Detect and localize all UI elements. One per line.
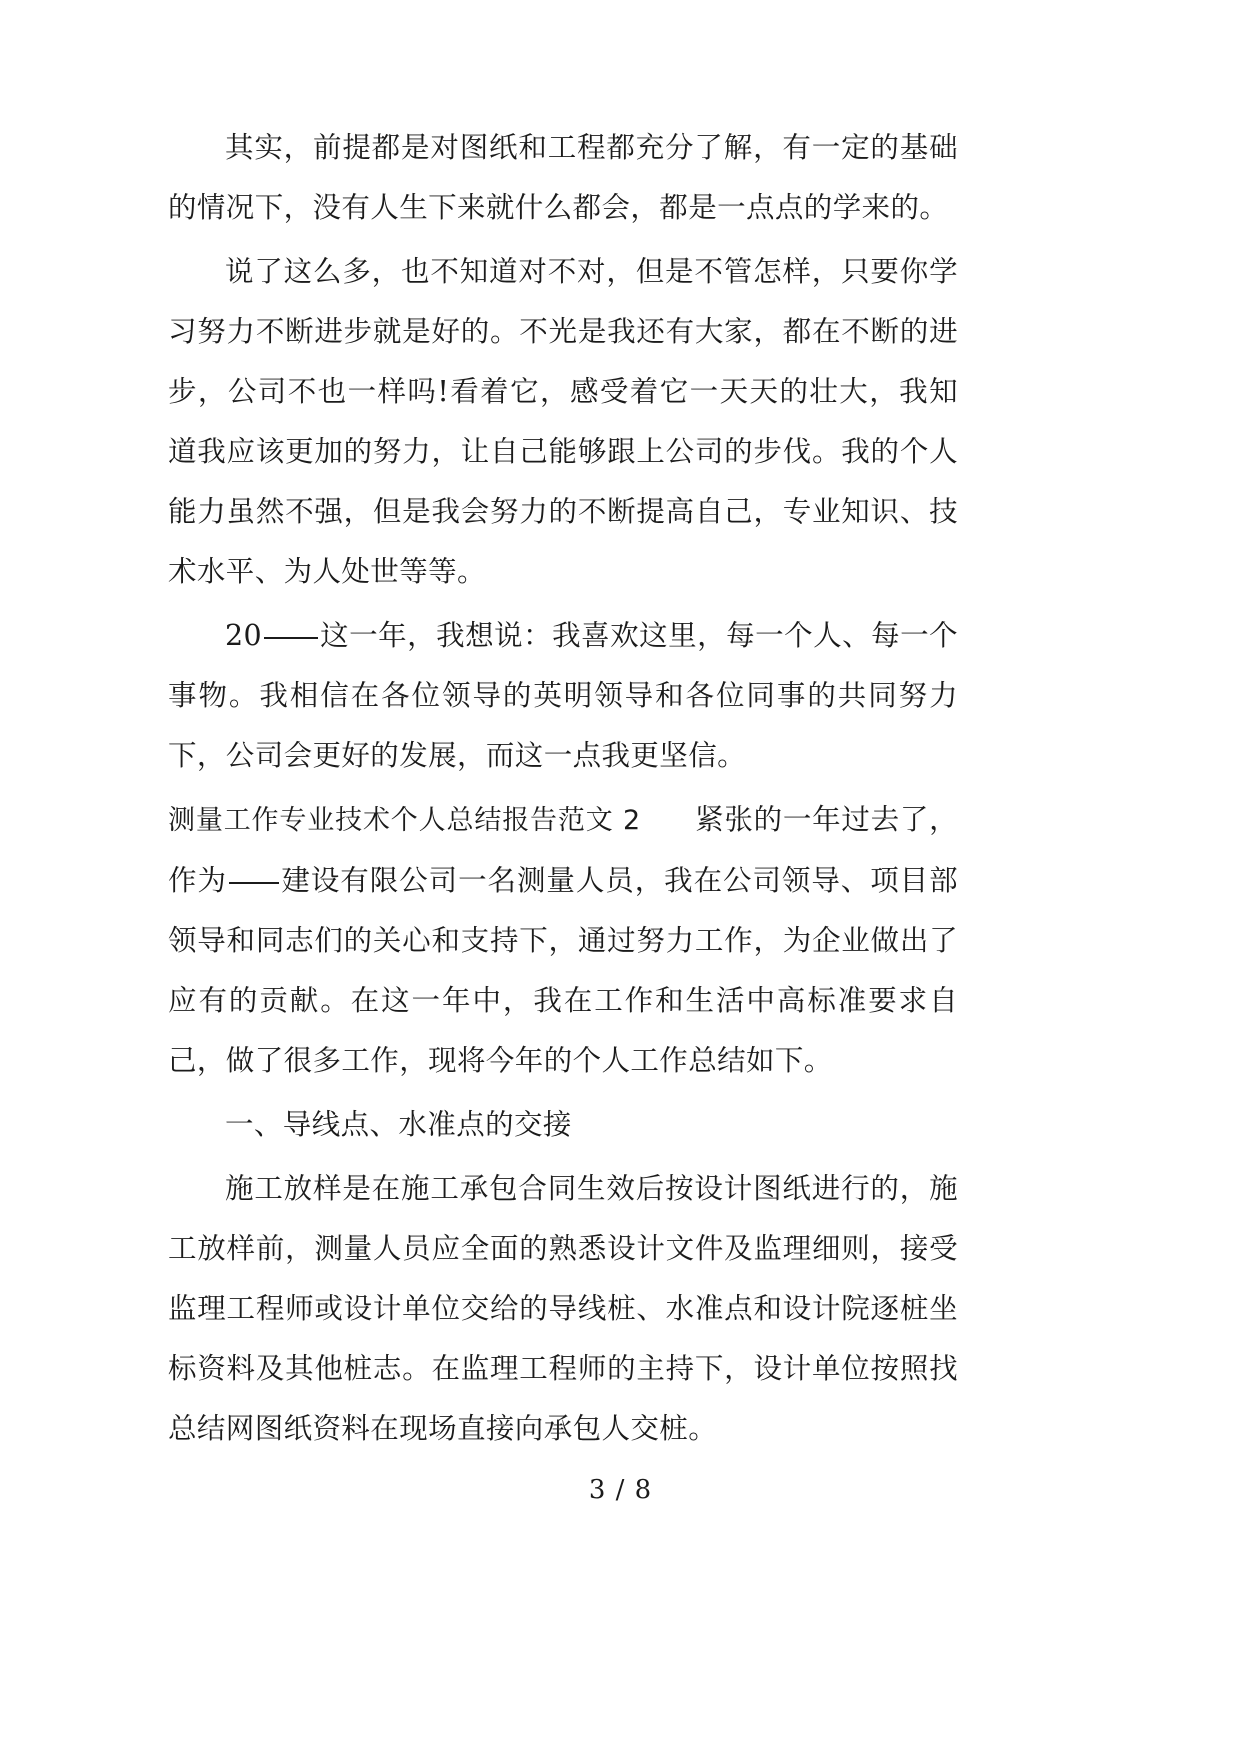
page-number: 3 / 8	[588, 1475, 653, 1505]
paragraph-text: 这一年，我想说：我喜欢这里，每一个人、每一个事物。我相信在各位领导的英明领导和各位同事的共同努力下，公司会更好的发展，而这一点我更坚信。	[168, 619, 958, 772]
paragraph-lead: 紧张的一年过去了，作为	[168, 803, 958, 897]
paragraph-with-blank	[168, 606, 958, 786]
year-prefix: 20	[225, 619, 263, 652]
document-body	[168, 118, 958, 1463]
fill-in-blank	[229, 881, 279, 884]
paragraph: 说了这么多，也不知道对不对，但是不管怎样，只要你学习努力不断进步就是好的。不光是我还有大家，都在不断的进步，公司不也一样吗!看着它，感受着它一天天的壮大，我知道我应该更加的努力，让自己能够跟上公司的步伐。我的个人能力虽然不强，但是我会努力的不断提高自己，专业知识、技术水平、为人处世等等。	[168, 255, 958, 588]
fill-in-blank	[264, 636, 318, 639]
paragraph: 施工放样是在施工承包合同生效后按设计图纸进行的，施工放样前，测量人员应全面的熟悉设计文件及监理细则，接受监理工程师或设计单位交给的导线桩、水准点和设计院逐桩坐标资料及其他桩志。在监理工程师的主持下，设计单位按照找总结网图纸资料在现场直接向承包人交桩。	[168, 1172, 958, 1445]
section-heading-paragraph	[168, 790, 958, 1091]
subsection-heading: 一、导线点、水准点的交接	[225, 1108, 572, 1141]
paragraph-text: 建设有限公司一名测量人员，我在公司领导、项目部领导和同志们的关心和支持下，通过努力工作，为企业做出了应有的贡献。在这一年中，我在工作和生活中高标准要求自己，做了很多工作，现将今年的个人工作总结如下。	[168, 864, 958, 1077]
section-heading: 测量工作专业技术个人总结报告范文 2	[168, 805, 641, 836]
paragraph: 其实，前提都是对图纸和工程都充分了解，有一定的基础的情况下，没有人生下来就什么都会，都是一点点的学来的。	[168, 131, 958, 224]
